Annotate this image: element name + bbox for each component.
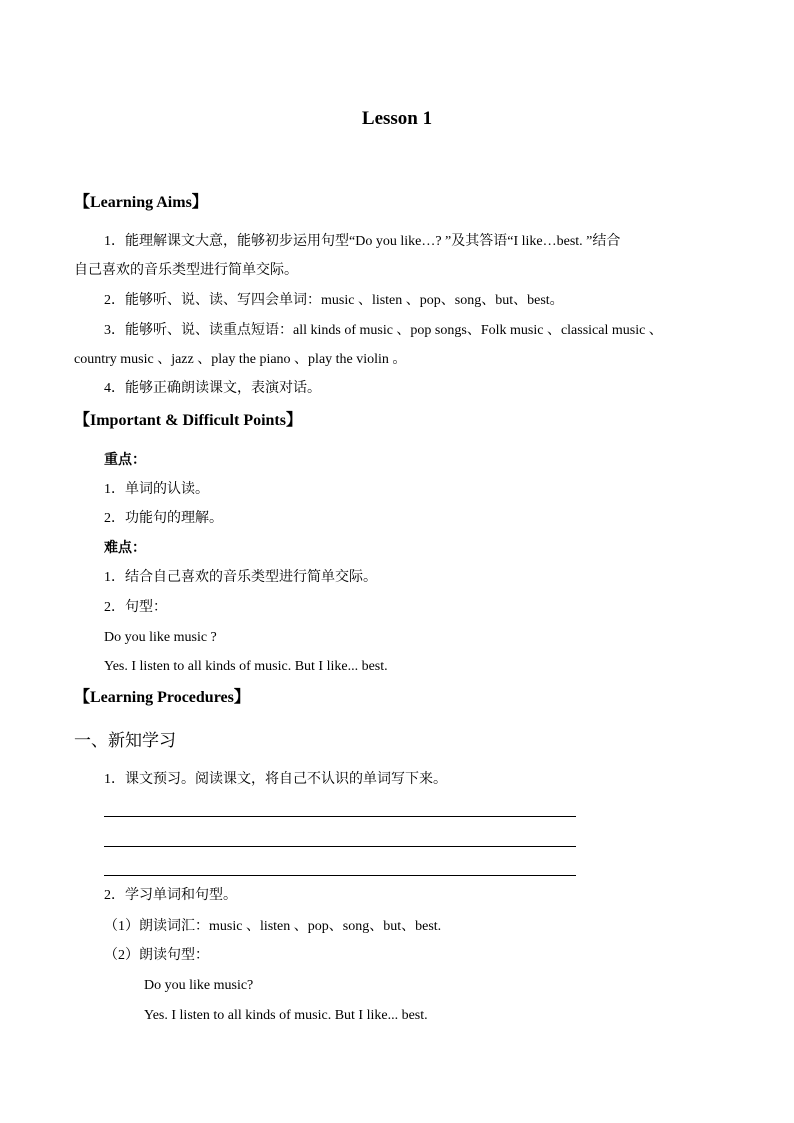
section-new-knowledge: 一、新知学习 (74, 731, 176, 750)
step-1: 1．课文预习。阅读课文，将自己不认识的单词写下来。 (104, 772, 447, 787)
sentence-answer: Yes. I listen to all kinds of music. But I like... best. (104, 659, 388, 674)
aim-item-1-line-2: 自己喜欢的音乐类型进行简单交际。 (74, 263, 298, 278)
key-point-1: 1．单词的认读。 (104, 482, 209, 497)
aim-item-3-line-1: 3．能够听、说、读重点短语：all kinds of music 、pop songs、Folk music 、classical music 、 (104, 323, 663, 338)
aim-item-4: 4．能够正确朗读课文，表演对话。 (104, 381, 321, 396)
learning-procedures-heading: 【Learning Procedures】 (74, 689, 250, 706)
aim-item-1-line-1: 1．能理解课文大意，能够初步运用句型“Do you like…? ”及其答语“I like…best. ”结合 (104, 234, 621, 249)
difficult-point-2: 2．句型： (104, 600, 167, 615)
sentence-question: Do you like music ? (104, 630, 217, 645)
step-2-1-vocabulary: （1）朗读词汇：music 、listen 、pop、song、but、best. (104, 919, 442, 934)
step-2-2-sentences: （2）朗读句型： (104, 948, 209, 963)
aim-item-2: 2．能够听、说、读、写四会单词：music 、listen 、pop、song、but、best。 (104, 293, 564, 308)
step-2: 2．学习单词和句型。 (104, 888, 237, 903)
important-difficult-heading: 【Important & Difficult Points】 (74, 412, 302, 429)
difficult-point-1: 1．结合自己喜欢的音乐类型进行简单交际。 (104, 570, 377, 585)
lesson-title: Lesson 1 (361, 108, 433, 129)
writing-line-2 (104, 846, 576, 847)
writing-line-3 (104, 875, 576, 876)
difficult-points-label: 难点： (104, 541, 146, 556)
writing-line-1 (104, 816, 576, 817)
key-points-label: 重点： (104, 453, 146, 468)
key-point-2: 2．功能句的理解。 (104, 511, 223, 526)
practice-sentence-question: Do you like music? (144, 978, 254, 993)
learning-aims-heading: 【Learning Aims】 (74, 194, 208, 211)
aim-item-3-line-2: country music 、jazz 、play the piano 、play the violin 。 (74, 352, 407, 367)
practice-sentence-answer: Yes. I listen to all kinds of music. But I like... best. (144, 1008, 428, 1023)
